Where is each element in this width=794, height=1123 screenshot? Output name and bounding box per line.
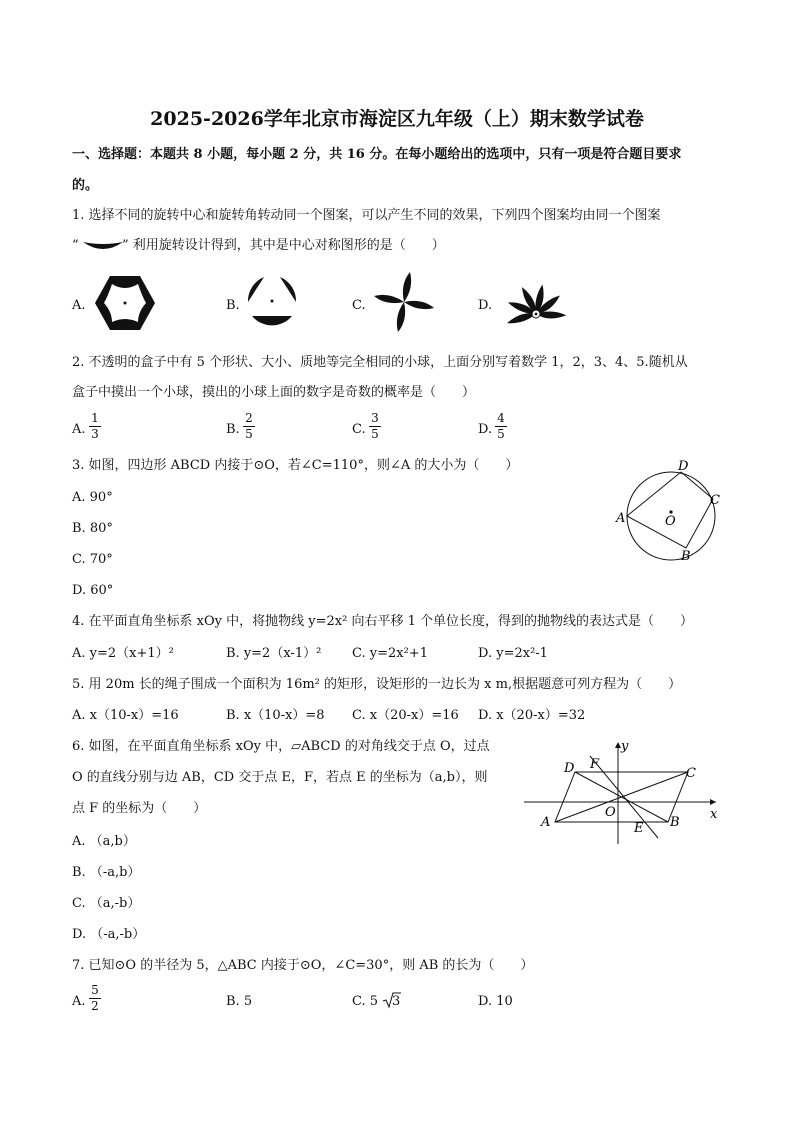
q5-option-c: C. x（20-x）=16 [352,708,459,723]
q6-option-d: D. （-a,-b） [72,927,146,942]
q1-option-a-label: A. [72,298,86,313]
q1-stem-open-quote: “ [72,238,79,253]
q2-option-b-label: B. [226,422,240,437]
q3-label-c: C [710,493,720,508]
q6-label-b: B [670,815,680,830]
q7-option-c-radicand: 3 [392,994,401,1009]
q6-option-a: A. （a,b） [72,834,136,849]
q5-option-d: D. x（20-x）=32 [478,708,586,723]
q1-option-c-pinwheel-icon [370,270,438,334]
q4-option-b: B. y=2（x-1）² [226,646,322,661]
q3-label-d: D [678,459,689,474]
q1-option-d-label: D. [478,298,493,313]
q2-option-b-fraction: 2 5 [243,412,255,441]
q7-option-d: D. 10 [478,994,513,1009]
q3-label-a: A [616,511,626,526]
q3-stem: 3. 如图，四边形 ABCD 内接于⊙O，若∠C=110°，则∠A 的大小为（ ） [72,458,519,473]
q7-option-b: B. 5 [226,994,253,1009]
q6-label-f: F [590,757,600,772]
q6-label-x: x [710,807,718,822]
q6-stem: 6. 如图，在平面直角坐标系 xOy 中，▱ABCD 的对角线交于点 O，过点 [72,739,490,754]
q3-option-d: D. 60° [72,583,114,598]
q1-stem-cont: ” 利用旋转设计得到，其中是中心对称图形的是（ ） [122,238,445,253]
q6-label-a: A [541,815,551,830]
q5-option-a: A. x（10-x）=16 [72,708,179,723]
q7-option-a-label: A. [72,994,86,1009]
q5-option-b: B. x（10-x）=8 [226,708,325,723]
q1-option-a-hexagon-icon [92,272,158,334]
q3-label-b: B [681,549,691,564]
q3-circle-figure [610,456,726,566]
q4-option-c: C. y=2x²+1 [352,646,428,661]
q2-stem-cont: 盒子中摸出一个小球，摸出的小球上面的数字是奇数的概率是（ ） [72,385,476,400]
q1-option-d-fan-icon [496,278,572,334]
q3-option-a: A. 90° [72,490,113,505]
q6-label-d: D [564,761,575,776]
q2-option-c-label: C. [352,422,366,437]
q6-parallelogram-figure [520,738,724,848]
q3-option-b: B. 80° [72,521,113,536]
q1-option-c-label: C. [352,298,366,313]
q6-label-o: O [605,805,616,820]
section-heading-cont: 的。 [72,178,99,193]
q6-label-c: C [686,766,696,781]
section-heading: 一、选择题：本题共 8 小题，每小题 2 分，共 16 分。在每小题给出的选项中，只有一项是符合题目要求 [72,147,682,162]
page-title: 2025-2026学年北京市海淀区九年级（上）期末数学试卷 [150,108,644,130]
q4-stem: 4. 在平面直角坐标系 xOy 中，将抛物线 y=2x² 向右平移 1 个单位长度，得到的抛物线的表达式是（ ） [72,614,693,629]
q6-option-c: C. （a,-b） [72,896,141,911]
q4-option-a: A. y=2（x+1）² [72,646,174,661]
q2-option-a-fraction: 1 3 [89,412,101,441]
q3-label-o: O [665,514,676,529]
q1-option-b-triangle-segments-icon [244,274,300,330]
q6-label-y: y [621,739,629,754]
q4-option-d: D. y=2x²-1 [478,646,548,661]
q6-stem-cont: O 的直线分别与边 AB，CD 交于点 E，F，若点 E 的坐标为（a,b），则 [72,770,488,785]
q1-stem: 1. 选择不同的旋转中心和旋转角转动同一个图案，可以产生不同的效果，下列四个图案均由同一个图案 [72,208,661,223]
q2-option-c-fraction: 3 5 [369,412,381,441]
q1-option-b-label: B. [226,298,240,313]
q2-option-d-fraction: 4 5 [495,412,507,441]
q7-option-c-label: C. 5 [352,994,379,1009]
q5-stem: 5. 用 20m 长的绳子围成一个面积为 16m² 的矩形，设矩形的一边长为 x m,根据题意可列方程为（ ） [72,677,682,692]
q3-option-c: C. 70° [72,552,113,567]
q1-source-pattern-icon [82,240,124,252]
q6-label-e: E [634,821,644,836]
q2-option-a-label: A. [72,422,86,437]
q6-option-b: B. （-a,b） [72,865,141,880]
q7-stem: 7. 已知⊙O 的半径为 5，△ABC 内接于⊙O，∠C=30°，则 AB 的长为（ ） [72,958,534,973]
q2-stem: 2. 不透明的盒子中有 5 个形状、大小、质地等完全相同的小球，上面分别写着数学 1，2，3、4、5.随机从 [72,355,688,370]
q2-option-d-label: D. [478,422,493,437]
q7-option-a-fraction: 5 2 [89,984,101,1013]
q6-stem-cont2: 点 F 的坐标为（ ） [72,801,207,816]
